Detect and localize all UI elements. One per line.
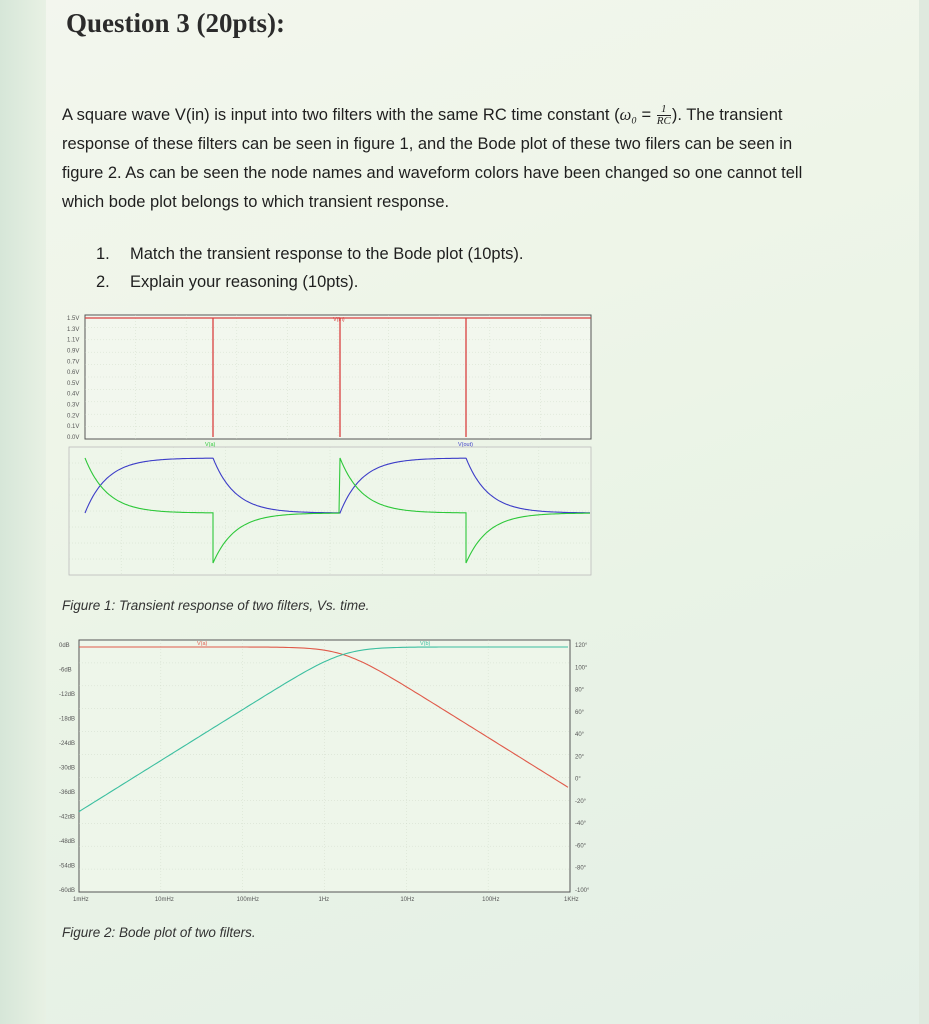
- y-tick-label: 1.3V: [67, 326, 80, 333]
- question-title: Question 3 (20pts):: [66, 8, 286, 38]
- y-tick-label: 0.9V: [67, 348, 80, 355]
- fraction-denominator: RC: [656, 115, 671, 128]
- paragraph-line-3: figure 2. As can be seen the node names and waveform colors have been changed so one cannot tell: [62, 164, 803, 182]
- y-tick-label: 0.4V: [67, 391, 80, 398]
- task-text: Explain your reasoning (10pts).: [130, 273, 359, 291]
- figure2-right-ticks: [575, 643, 590, 894]
- figure2-bode-plot: [59, 640, 590, 903]
- paragraph-line-1a: A square wave V(in) is input into two filters with the same RC time constant (: [62, 106, 620, 124]
- bode-left-tick: -54dB: [59, 863, 76, 870]
- bode-x-tick: 1KHz: [564, 897, 579, 903]
- bode-left-tick: -60dB: [59, 888, 76, 894]
- paragraph-line-2: response of these filters can be seen in figure 1, and the Bode plot of these two filers can be seen in: [62, 135, 793, 153]
- bode-left-tick: -24dB: [59, 741, 76, 747]
- bode-right-tick: 20°: [575, 754, 585, 761]
- omega-symbol: ω₀: [619, 105, 637, 124]
- bode-right-tick: -60°: [575, 843, 587, 850]
- input-trace-label: V(in): [333, 317, 345, 323]
- y-tick-label: 0.2V: [67, 413, 80, 420]
- node-out-label: V(out): [458, 442, 473, 448]
- figure1-bottom-panel: [69, 442, 591, 575]
- y-tick-label: 1.1V: [67, 337, 80, 344]
- node-a-label: V(a): [205, 442, 216, 448]
- bode-left-tick: -18dB: [59, 716, 76, 723]
- bode-left-tick: -42dB: [59, 814, 76, 821]
- y-tick-label: 0.0V: [67, 435, 80, 441]
- bode-left-tick: -48dB: [59, 839, 76, 845]
- y-tick-label: 0.7V: [67, 359, 80, 366]
- task-number: 1.: [96, 245, 110, 263]
- bode-left-tick: -12dB: [59, 692, 76, 698]
- bode-x-tick: 100Hz: [482, 897, 500, 903]
- bode-right-tick: 40°: [575, 732, 585, 739]
- y-tick-label: 0.5V: [67, 380, 80, 387]
- y-tick-label: 1.5V: [67, 316, 80, 322]
- task-text: Match the transient response to the Bode plot (10pts).: [130, 245, 524, 263]
- bode-x-tick: 100mHz: [236, 897, 260, 903]
- bode-left-tick: 0dB: [59, 643, 70, 649]
- bode-label-b: V(b): [420, 641, 431, 647]
- y-tick-label: 0.3V: [67, 402, 80, 409]
- bode-left-tick: -30dB: [59, 765, 76, 772]
- bode-x-tick: 1Hz: [318, 897, 330, 903]
- bode-right-tick: -20°: [575, 798, 587, 805]
- paragraph-line-1b: ). The transient: [671, 106, 783, 124]
- bode-right-tick: 0°: [575, 776, 581, 783]
- bode-x-tick: 10mHz: [154, 897, 174, 903]
- bode-right-tick: 60°: [575, 709, 585, 716]
- bode-right-tick: 120°: [575, 643, 588, 649]
- figure1-caption: Figure 1: Transient response of two filters, Vs. time.: [62, 598, 370, 613]
- bode-left-tick: -36dB: [59, 790, 76, 796]
- bode-right-tick: -100°: [575, 888, 590, 894]
- y-tick-label: 0.1V: [67, 424, 80, 431]
- bode-right-tick: -80°: [575, 865, 587, 872]
- task-number: 2.: [96, 273, 110, 291]
- bode-x-tick: 10Hz: [400, 897, 415, 903]
- paragraph-line-4: which bode plot belongs to which transient response.: [62, 193, 450, 211]
- bode-x-tick: 1mHz: [73, 897, 89, 903]
- fraction-numerator: 1: [657, 104, 671, 116]
- y-tick-label: 0.6V: [67, 370, 80, 377]
- figure2-caption: Figure 2: Bode plot of two filters.: [62, 925, 256, 940]
- bode-right-tick: 100°: [575, 665, 588, 672]
- bode-right-tick: 80°: [575, 687, 585, 694]
- bode-left-tick: -6dB: [59, 667, 72, 674]
- figure1-top-panel: [67, 315, 591, 441]
- bode-label-a: V(a): [197, 641, 208, 647]
- equals-sign: =: [636, 106, 656, 124]
- bode-right-tick: -40°: [575, 821, 587, 828]
- figure1-y-ticks: [67, 316, 79, 441]
- figure2-left-ticks: [59, 643, 75, 894]
- figure2-x-ticks: [73, 897, 579, 903]
